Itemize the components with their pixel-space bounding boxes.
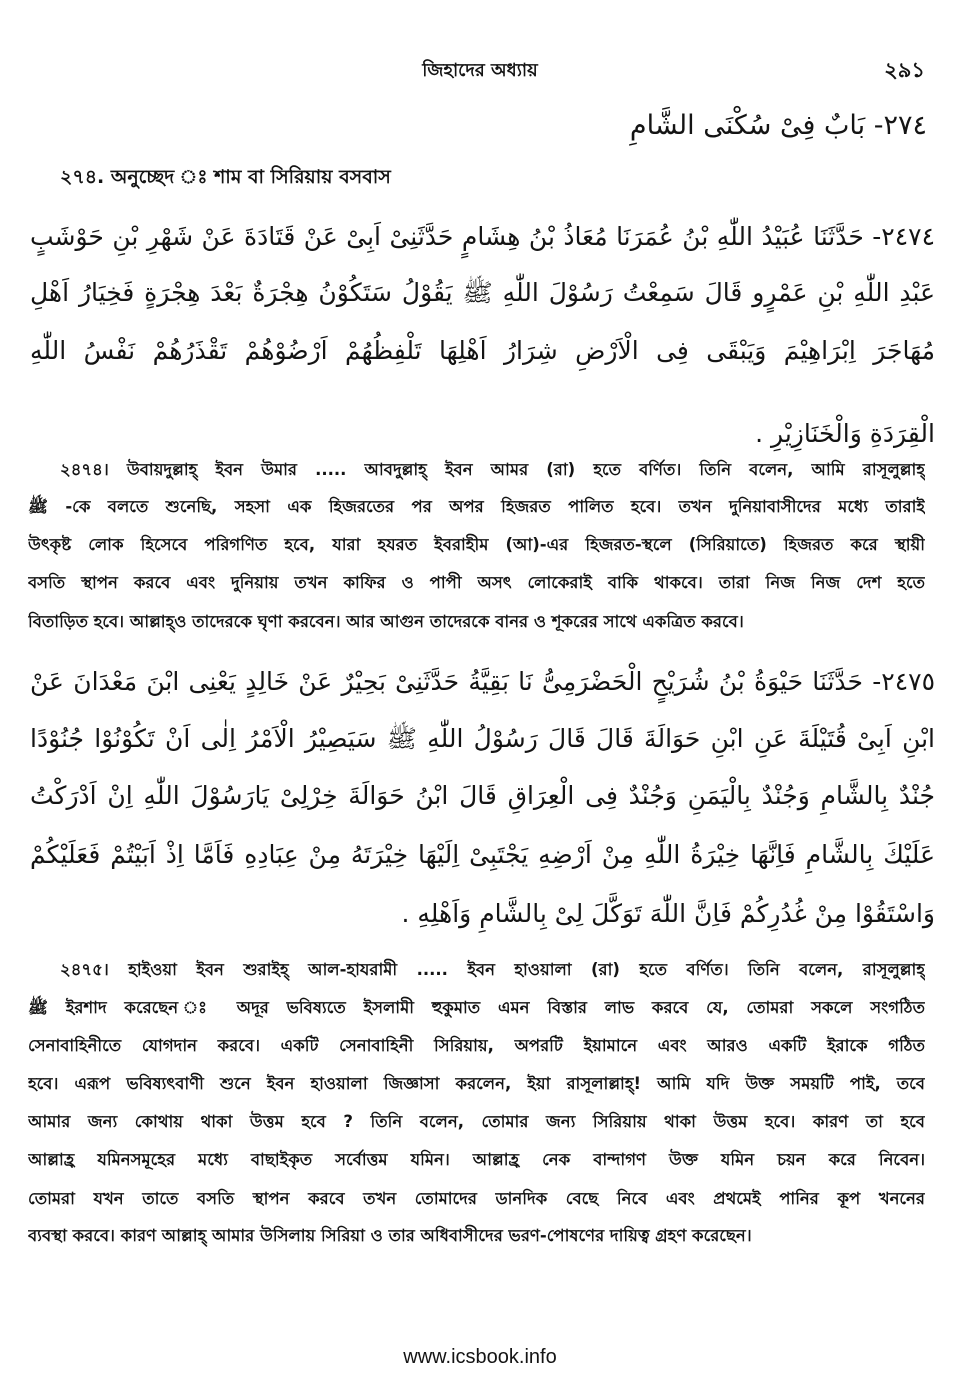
- hadith-2-bengali-line: ﷺ ইরশাদ করেছেন ঃ অদূর ভবিষ্যতে ইসলামী হুকুমাত এমন বিস্তার লাভ করবে যে, তোমরা সকলে সংগঠিত: [28, 998, 925, 1017]
- hadith-1-arabic-line: ٢٤٧٤- حَدَّثَنَا عُبَيْدُ اللّٰهِ بْنُ عُمَرَنَا مُعَاذُ بْنُ هِشَامٍ حَدَّثَنِىْ اَبِىْ عَنْ قَتَادَةَ عَنْ شَهْرِ بْنِ حَوْشَبٍ: [30, 222, 935, 251]
- footer-url: www.icsbook.info: [403, 1346, 557, 1368]
- hadith-2-bengali-line: হবে। এরূপ ভবিষ্যৎবাণী শুনে ইবন হাওয়ালা জিজ্ঞাসা করলেন, ইয়া রাসূলাল্লাহ্! আমি যদি উক্ত সময়টি পাই, তবে: [28, 1074, 925, 1093]
- hadith-1-bengali-line: ﷺ -কে বলতে শুনেছি, সহসা এক হিজরতের পর অপর হিজরত পালিত হবে। তখন দুনিয়াবাসীদের মধ্যে তারাই: [28, 497, 925, 516]
- hadith-1-bengali-line: উৎকৃষ্ট লোক হিসেবে পরিগণিত হবে, যারা হযরত ইবরাহীম (আ)-এর হিজরত-স্থলে (সিরিয়াতে) হিজরত করে স্থায়ী: [28, 535, 925, 554]
- hadith-1-arabic-line: مُهَاجَرَ اِبْرَاهِيْمَ وَيَبْقَى فِى الْاَرْضِ شِرَارُ اَهْلِهَا تَلْفِظُهُمْ اَرْضُوْهُمْ تَقْذَرُهُمْ نَفْسُ اللّٰهِ: [30, 336, 935, 365]
- hadith-2-arabic-line: ابْنِ اَبِىْ قُتَيْلَةَ عَنِ ابْنِ حَوَالَةَ قَالَ قَالَ رَسُوْلُ اللّٰهِ ﷺ سَيَصِيْرُ الْاَمْرُ اِلٰى اَنْ تَكُوْنُوْا جُنُوْدًا: [30, 724, 935, 753]
- running-header-title: জিহাদের অধ্যায়: [422, 60, 538, 81]
- hadith-1-arabic-line: الْقِرَدَةِ وَالْخَنَازِيْرِ .: [755, 419, 935, 448]
- hadith-1-bengali-line: বসতি স্থাপন করবে এবং দুনিয়ায় তখন কাফির ও পাপী অসৎ লোকেরাই বাকি থাকবে। তারা নিজ নিজ দেশ হতে: [28, 573, 925, 592]
- hadith-2-bengali-line: তোমরা যখন তাতে বসতি স্থাপন করবে তখন তোমাদের ডানদিক বেছে নিবে এবং প্রথমেই পানির কূপ খননের: [28, 1189, 925, 1208]
- hadith-2-arabic-line: وَاسْتَقُوْا مِنْ غُدُرِكُمْ فَاِنَّ اللّٰهَ تَوَكَّلَ لِىْ بِالشَّامِ وَاَهْلِهِ .: [401, 899, 935, 928]
- hadith-2-bengali-line: সেনাবাহিনীতে যোগদান করবে। একটি সেনাবাহিনী সিরিয়ায়, অপরটি ইয়ামানে এবং আরও একটি ইরাকে গঠিত: [28, 1036, 925, 1055]
- hadith-2-bengali-line: ব্যবস্থা করবে। কারণ আল্লাহ্ আমার উসিলায় সিরিয়া ও তার অধিবাসীদের ভরণ-পোষণের দায়িত্ব গ্রহণ করেছেন।: [28, 1226, 752, 1245]
- hadith-2-arabic-line: ٢٤٧٥- حَدَّثَنَا حَيْوَةُ بْنُ شُرَيْحٍ الْحَضْرَمِىُّ نَا بَقِيَّةُ حَدَّثَنِىْ بَحِيْرٌ عَنْ خَالِدٍ يَعْنِى ابْنَ مَعْدَانَ عَنْ: [30, 667, 935, 696]
- hadith-2-bengali-line: আমার জন্য কোথায় থাকা উত্তম হবে ? তিনি বলেন, তোমার জন্য সিরিয়ায় থাকা উত্তম হবে। কারণ তা হবে: [28, 1112, 925, 1131]
- chapter-arabic-title: ٢٧٤- بَابٌ فِىْ سُكْنَى الشَّامِ: [629, 110, 927, 141]
- hadith-2-arabic-line: جُنْدٌ بِالشَّامِ وَجُنْدٌ بِالْيَمَنِ وَجُنْدٌ فِى الْعِرَاقِ قَالَ ابْنُ حَوَالَةَ خِرْلِىْ يَارَسُوْلَ اللّٰهِ اِنْ اَدْرَكْتُ: [30, 781, 935, 810]
- hadith-2-bengali-line: আল্লাহ্র যমিনসমূহের মধ্যে বাছাইকৃত সর্বোত্তম যমিন। আল্লাহ্র নেক বান্দাগণ উক্ত যমিন চয়ন করে নিবেন।: [28, 1150, 925, 1169]
- hadith-1-bengali-line: ২৪৭৪। উবায়দুল্লাহ্ ইবন উমার ..... আবদুল্লাহ্ ইবন আমর (রা) হতে বর্ণিত। তিনি বলেন, আমি রাসূলুল্লাহ্: [60, 460, 925, 479]
- hadith-2-bengali-line: ২৪৭৫। হাইওয়া ইবন শুরাইহ্ আল-হাযরামী ..... ইবন হাওয়ালা (রা) হতে বর্ণিত। তিনি বলেন, রাসূলুল্লাহ্: [60, 960, 925, 979]
- chapter-bengali-heading: ২৭৪. অনুচ্ছেদ ঃ শাম বা সিরিয়ায় বসবাস: [60, 166, 391, 188]
- page-number: ২৯১: [884, 58, 925, 82]
- hadith-2-arabic-line: عَلَيْكَ بِالشَّامِ فَاِنَّهَا خِيْرَةُ اللّٰهِ مِنْ اَرْضِهِ يَجْتَبِىْ اِلَيْهَا خِيْرَتَهُ مِنْ عِبَادِهِ فَاَمَّا اِذْ اَبَيْتُمْ فَعَلَيْكُمْ: [30, 840, 935, 869]
- hadith-1-bengali-line: বিতাড়িত হবে। আল্লাহ্ও তাদেরকে ঘৃণা করবেন। আর আগুন তাদেরকে বানর ও শূকরের সাথে একত্রিত করবে।: [28, 612, 744, 631]
- hadith-1-arabic-line: عَبْدِ اللّٰهِ بْنِ عَمْرٍو قَالَ سَمِعْتُ رَسُوْلَ اللّٰهِ ﷺ يَقُوْلُ سَتَكُوْنُ هِجْرَةٌ بَعْدَ هِجْرَةٍ فَخِيَارُ اَهْلِ: [30, 278, 935, 307]
